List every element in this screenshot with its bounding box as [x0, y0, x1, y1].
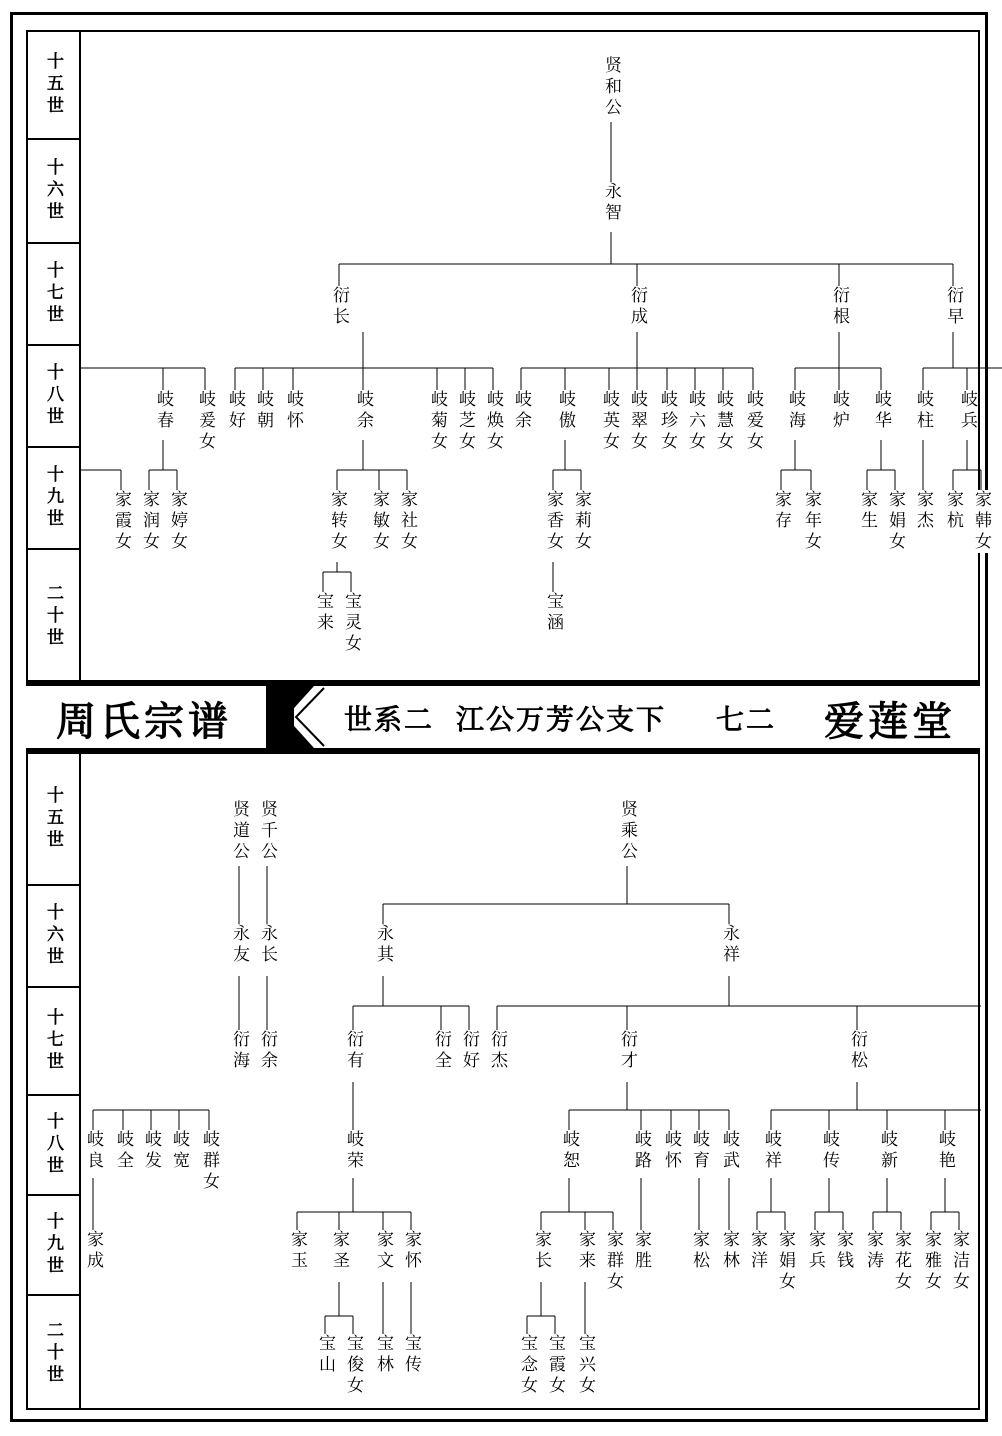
tree-node: 永祥 — [719, 924, 739, 966]
tree-node: 家成 — [83, 1230, 103, 1272]
tree-node: 衍才 — [617, 1030, 637, 1072]
generation-label: 二十世 — [43, 1321, 63, 1387]
tree-node: 贤千公 — [257, 800, 277, 863]
tree-node: 家洋 — [747, 1230, 767, 1272]
tree-node: 家润女 — [139, 490, 159, 553]
tree-node: 岐好 — [225, 390, 245, 432]
generation-label: 十八世 — [28, 1096, 79, 1196]
tree-node: 家洁女 — [949, 1230, 969, 1293]
tree-node: 家花女 — [891, 1230, 911, 1293]
tree-node: 宝念女 — [517, 1334, 537, 1397]
tree-node: 岐春 — [153, 390, 173, 432]
tree-lines — [81, 32, 981, 682]
generation-label: 十七世 — [28, 988, 79, 1096]
tree-node: 岐群女 — [199, 1130, 219, 1193]
tree-node: 岐怀 — [283, 390, 303, 432]
tree-node: 岐怀 — [661, 1130, 681, 1172]
banner — [26, 682, 980, 752]
tree-node: 贤和公 — [601, 56, 621, 119]
tree-node: 岐荣 — [343, 1130, 363, 1172]
tree-node: 家香女 — [543, 490, 563, 553]
tree-node: 家兵 — [805, 1230, 825, 1272]
genealogy-panel-top — [26, 30, 991, 682]
tree-node: 宝来 — [313, 592, 333, 634]
tree-node: 衍长 — [329, 286, 349, 328]
tree-node: 岐祥 — [761, 1130, 781, 1172]
generation-label: 十五世 — [28, 754, 79, 886]
tree-node: 岐育 — [689, 1130, 709, 1172]
generation-label: 二十世 — [43, 584, 63, 650]
tree-node: 岐珍女 — [657, 390, 677, 453]
tree-node: 岐华 — [871, 390, 891, 432]
generation-label: 十八世 — [28, 346, 79, 448]
tree-node: 岐芝女 — [455, 390, 475, 453]
tree-node: 衍早 — [943, 286, 963, 328]
tree-node: 宝林 — [373, 1334, 393, 1376]
tree-node: 家林 — [719, 1230, 739, 1272]
tree-node: 衍根 — [829, 286, 849, 328]
tree-node: 岐良 — [83, 1130, 103, 1172]
tree-node: 衍全 — [431, 1030, 451, 1072]
chevron-left-icon — [266, 686, 326, 748]
tree-node: 岐艳 — [935, 1130, 955, 1172]
generation-label: 十六世 — [28, 886, 79, 988]
tree-node: 家长 — [531, 1230, 551, 1272]
tree-node: 岐慧女 — [713, 390, 733, 453]
hall-name: 爱莲堂 — [824, 698, 956, 745]
tree-node: 岐传 — [819, 1130, 839, 1172]
tree-node: 家年女 — [801, 490, 821, 553]
tree-node: 岐兵 — [957, 390, 977, 432]
page-number: 七二 — [716, 703, 777, 736]
tree-node: 岐新 — [877, 1130, 897, 1172]
tree-node: 衍有 — [343, 1030, 363, 1072]
book-title: 周氏宗谱 — [56, 698, 232, 745]
tree-node: 家钱 — [833, 1230, 853, 1272]
tree-node: 家敏女 — [369, 490, 389, 553]
tree-node: 岐发 — [141, 1130, 161, 1172]
tree-node: 永智 — [601, 182, 621, 224]
tree-node: 永其 — [373, 924, 393, 966]
tree-node: 衍好 — [459, 1030, 479, 1072]
section-label: 世系二 — [344, 703, 435, 736]
tree-node: 永友 — [229, 924, 249, 966]
tree-node: 衍杰 — [487, 1030, 507, 1072]
tree-node: 家霞女 — [111, 490, 131, 553]
tree-node: 宝山 — [315, 1334, 335, 1376]
tree-node: 岐爰女 — [195, 390, 215, 453]
tree-node: 衍松 — [847, 1030, 867, 1072]
tree-node: 宝俊女 — [343, 1334, 363, 1397]
generation-label: 十九世 — [28, 1196, 79, 1296]
tree-node: 家胜 — [631, 1230, 651, 1272]
tree-node: 家婷女 — [167, 490, 187, 553]
tree-node: 家韩女 — [971, 490, 991, 553]
tree-node: 岐朝 — [253, 390, 273, 432]
tree-node: 岐海 — [785, 390, 805, 432]
tree-node: 家圣 — [329, 1230, 349, 1272]
tree-node: 岐菊女 — [427, 390, 447, 453]
tree-node: 岐全 — [113, 1130, 133, 1172]
tree-node: 永长 — [257, 924, 277, 966]
tree-node: 家怀 — [401, 1230, 421, 1272]
tree-node: 岐六女 — [685, 390, 705, 453]
tree-node: 岐柱 — [913, 390, 933, 432]
tree-node: 家来 — [575, 1230, 595, 1272]
tree-node: 家杰 — [913, 490, 933, 532]
tree-node: 家雅女 — [921, 1230, 941, 1293]
tree-node: 家生 — [857, 490, 877, 532]
generation-label: 十六世 — [28, 140, 79, 244]
tree-node: 岐英女 — [599, 390, 619, 453]
tree-node: 衍成 — [627, 286, 647, 328]
generation-label: 十五世 — [28, 32, 79, 140]
branch-label: 江公万芳公支下 — [456, 703, 667, 736]
tree-node: 岐焕女 — [483, 390, 503, 453]
tree-node: 家群女 — [603, 1230, 623, 1293]
tree-node: 家涛 — [863, 1230, 883, 1272]
generation-column — [28, 32, 81, 680]
tree-node: 宝霞女 — [545, 1334, 565, 1397]
tree-node: 家文 — [373, 1230, 393, 1272]
tree-node: 宝兴女 — [575, 1334, 595, 1397]
tree-node: 岐宽 — [169, 1130, 189, 1172]
tree-node: 家存 — [771, 490, 791, 532]
genealogy-panel-bottom — [26, 752, 980, 1410]
tree-node: 贤乘公 — [617, 800, 637, 863]
tree-node: 宝灵女 — [341, 592, 361, 655]
tree-node: 贤道公 — [229, 800, 249, 863]
tree-node: 家转女 — [327, 490, 347, 553]
tree-node: 岐爱女 — [743, 390, 763, 453]
tree-node: 衍余 — [257, 1030, 277, 1072]
generation-label: 十九世 — [28, 448, 79, 550]
tree-node: 岐翠女 — [627, 390, 647, 453]
tree-node: 岐余 — [511, 390, 531, 432]
tree-node: 家娟女 — [775, 1230, 795, 1293]
tree-node: 衍海 — [229, 1030, 249, 1072]
tree-node: 岐余 — [353, 390, 373, 432]
tree-node: 家莉女 — [571, 490, 591, 553]
tree-node: 岐武 — [719, 1130, 739, 1172]
tree-lines — [81, 754, 981, 1410]
tree-node: 岐恕 — [559, 1130, 579, 1172]
tree-node: 岐路 — [631, 1130, 651, 1172]
tree-node: 家松 — [689, 1230, 709, 1272]
tree-node: 宝传 — [401, 1334, 421, 1376]
generation-label: 十七世 — [28, 244, 79, 346]
tree-node: 家社女 — [397, 490, 417, 553]
tree-node: 岐傲 — [555, 390, 575, 432]
tree-node: 家杭 — [943, 490, 963, 532]
tree-node: 家玉 — [287, 1230, 307, 1272]
tree-node: 岐炉 — [829, 390, 849, 432]
tree-node: 宝涵 — [543, 592, 563, 634]
tree-node: 家娟女 — [885, 490, 905, 553]
generation-column — [28, 754, 81, 1408]
